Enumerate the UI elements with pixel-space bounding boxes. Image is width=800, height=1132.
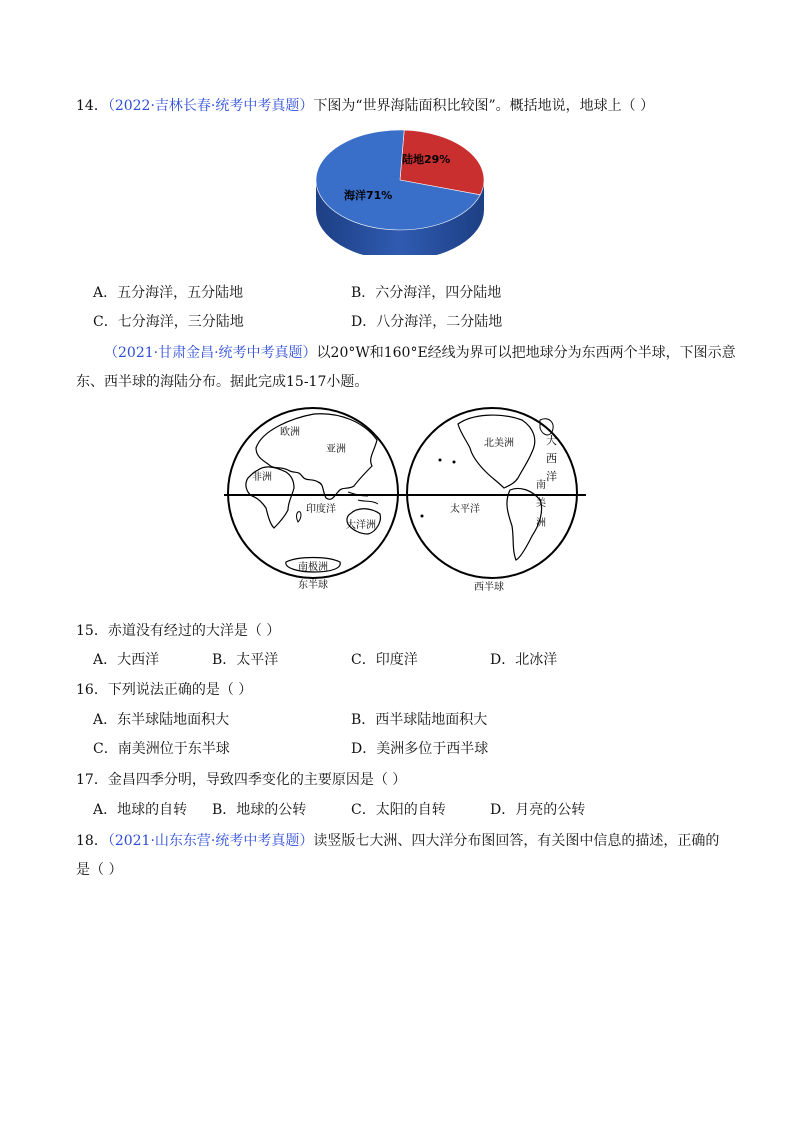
option-letter: A． xyxy=(93,652,118,668)
map-label-north-america: 北美洲 xyxy=(484,438,514,449)
hemisphere-map xyxy=(222,400,588,596)
option-letter: B． xyxy=(212,652,237,668)
q14-option-b[interactable] xyxy=(351,283,501,303)
group-stem-line1 xyxy=(104,343,736,363)
q16-option-b[interactable] xyxy=(351,710,487,730)
map-label-south-america-1: 南 xyxy=(536,480,546,491)
option-text: 太阳的自转 xyxy=(375,802,446,818)
q15-option-c[interactable] xyxy=(351,650,418,670)
map-label-indian-ocean: 印度洋 xyxy=(306,504,336,515)
group-stem-line2: 东、西半球的海陆分布。据此完成15-17小题。 xyxy=(76,374,369,390)
option-letter: A． xyxy=(93,285,118,301)
q17-option-a[interactable] xyxy=(93,800,187,820)
option-letter: C． xyxy=(93,741,118,757)
q16-option-c[interactable] xyxy=(93,739,230,759)
option-text: 印度洋 xyxy=(375,652,418,668)
q17-stem: 17．金昌四季分明，导致四季变化的主要原因是（ ） xyxy=(76,772,407,788)
q15-stem: 15．赤道没有经过的大洋是（ ） xyxy=(76,623,281,639)
option-text: 北冰洋 xyxy=(515,652,558,668)
option-text: 西半球陆地面积大 xyxy=(375,712,488,728)
q18-stem-text: 读竖版七大洲、四大洋分布图回答，有关图中信息的描述，正确的 xyxy=(313,833,720,849)
option-text: 东半球陆地面积大 xyxy=(117,712,230,728)
q14-source: （2022·吉林长春·统考中考真题） xyxy=(107,98,314,114)
option-text: 月亮的公转 xyxy=(515,802,586,818)
option-text: 地球的自转 xyxy=(117,802,188,818)
q18-stem-line1 xyxy=(76,831,719,851)
q15-option-b[interactable] xyxy=(212,650,278,670)
option-letter: C． xyxy=(93,314,118,330)
west-hemisphere xyxy=(407,408,577,593)
q15-option-a[interactable] xyxy=(93,650,159,670)
q16-option-d[interactable] xyxy=(351,739,488,759)
pie-label-sea: 海洋71% xyxy=(344,189,393,202)
q17-option-b[interactable] xyxy=(212,800,306,820)
q18-number: 18． xyxy=(76,833,108,849)
map-label-atlantic-1: 大 xyxy=(546,434,557,447)
option-letter: B． xyxy=(212,802,237,818)
q14-option-c[interactable] xyxy=(93,312,244,332)
map-label-europe: 欧洲 xyxy=(280,427,300,438)
option-letter: B． xyxy=(351,285,376,301)
q14-stem-text: 下图为“世界海陆面积比较图”。概括地说，地球上（ ） xyxy=(313,98,655,114)
east-hemisphere xyxy=(228,408,398,591)
option-letter: A． xyxy=(93,712,118,728)
q14-stem xyxy=(76,96,654,116)
option-letter: B． xyxy=(351,712,376,728)
pie-label-land: 陆地29% xyxy=(402,153,451,166)
map-label-atlantic-2: 西 xyxy=(546,452,557,465)
q16-stem: 16．下列说法正确的是（ ） xyxy=(76,682,253,698)
q17-option-c[interactable] xyxy=(351,800,446,820)
option-text: 南美洲位于东半球 xyxy=(117,741,230,757)
option-letter: D． xyxy=(351,314,377,330)
option-text: 太平洋 xyxy=(236,652,279,668)
q14-option-d[interactable] xyxy=(351,312,502,332)
option-text: 七分海洋，三分陆地 xyxy=(117,314,244,330)
option-text: 六分海洋，四分陆地 xyxy=(375,285,502,301)
q16-option-a[interactable] xyxy=(93,710,229,730)
q14-number: 14． xyxy=(76,98,108,114)
map-label-south-america-2: 美 xyxy=(536,498,546,509)
west-hemisphere-caption: 西半球 xyxy=(474,582,504,593)
map-label-pacific: 太平洋 xyxy=(450,504,480,515)
option-text: 八分海洋，二分陆地 xyxy=(376,314,503,330)
q18-stem-line2: 是（ ） xyxy=(76,862,123,878)
option-letter: D． xyxy=(490,802,516,818)
group-source: （2021·甘肃金昌·统考中考真题） xyxy=(104,345,317,361)
east-hemisphere-caption: 东半球 xyxy=(298,580,328,591)
map-label-south-america-3: 洲 xyxy=(536,518,546,529)
q17-option-d[interactable] xyxy=(490,800,585,820)
option-letter: A． xyxy=(93,802,118,818)
q14-option-a[interactable] xyxy=(93,283,243,303)
map-label-africa: 非洲 xyxy=(252,472,272,483)
map-label-asia: 亚洲 xyxy=(326,444,346,455)
option-letter: C． xyxy=(351,802,376,818)
option-letter: D． xyxy=(490,652,516,668)
option-letter: C． xyxy=(351,652,376,668)
option-text: 地球的公转 xyxy=(236,802,307,818)
option-text: 大西洋 xyxy=(117,652,160,668)
option-text: 美洲多位于西半球 xyxy=(376,741,489,757)
map-label-antarctica: 南极洲 xyxy=(298,562,328,573)
q15-option-d[interactable] xyxy=(490,650,557,670)
option-letter: D． xyxy=(351,741,377,757)
option-text: 五分海洋，五分陆地 xyxy=(117,285,244,301)
land-sea-pie-chart xyxy=(310,125,490,255)
map-label-oceania: 大洋洲 xyxy=(346,520,376,531)
group-stem-text: 以20°W和160°E经线为界可以把地球分为东西两个半球，下图示意 xyxy=(316,345,736,361)
map-label-atlantic-3: 洋 xyxy=(546,470,557,483)
q18-source: （2021·山东东营·统考中考真题） xyxy=(107,833,314,849)
